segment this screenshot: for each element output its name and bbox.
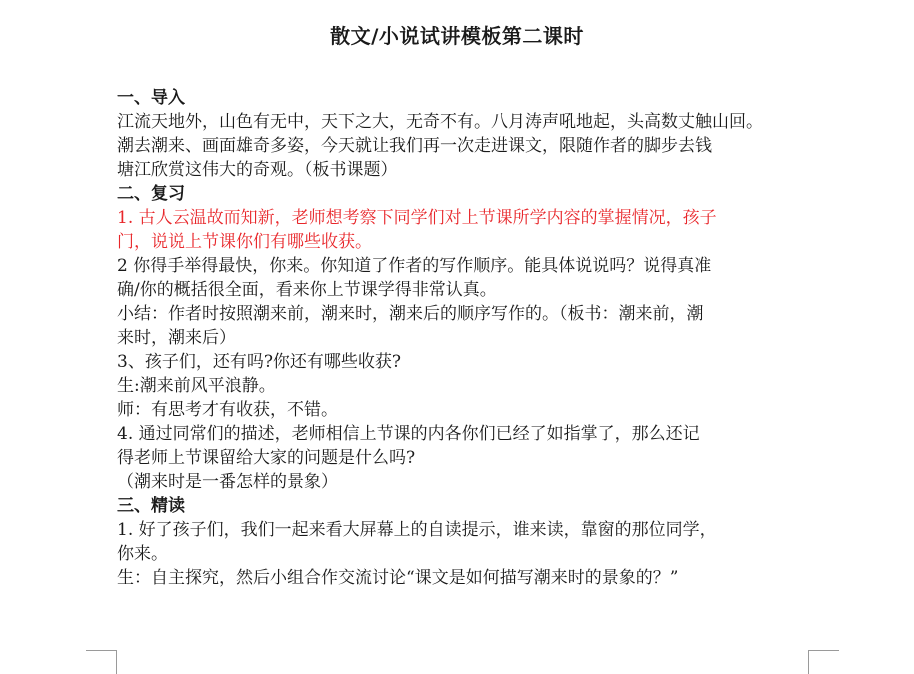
page-margin-corner-left: [86, 650, 117, 674]
document-body: [117, 86, 812, 590]
section-heading-close-reading: 三、精读: [117, 496, 185, 516]
paragraph-line: 得老师上节课留给大家的问题是什么吗?: [117, 448, 416, 468]
paragraph-line: 你来。: [117, 544, 168, 564]
paragraph-line: 江流天地外，山色有无中，天下之大，无奇不有。八月涛声吼地起，头高数丈触山回。: [117, 112, 763, 132]
page-margin-corner-right: [808, 650, 839, 674]
highlighted-line: 门，说说上节课你们有哪些收获。: [117, 232, 372, 252]
paragraph-line: （潮来时是一番怎样的景象）: [117, 472, 338, 492]
paragraph-line: 师：有思考才有收获，不错。: [117, 400, 338, 420]
paragraph-line: 来时，潮来后）: [117, 328, 236, 348]
paragraph-line: 4. 通过同常们的描述，老师相信上节课的内各你们已经了如指掌了，那么还记: [117, 424, 700, 444]
paragraph-line: 1. 好了孩子们，我们一起来看大屏幕上的自读提示，谁来读，靠窗的那位同学，: [117, 520, 717, 540]
highlighted-line: 1. 古人云温故而知新，老师想考察下同学们对上节课所学内容的掌握情况，孩子: [117, 208, 717, 228]
paragraph-line: 生:潮来前风平浪静。: [117, 376, 276, 396]
paragraph-line: 确/你的概括很全面，看来你上节课学得非常认真。: [117, 280, 497, 300]
section-heading-intro: 一、导入: [117, 88, 185, 108]
paragraph-line: 小结：作者时按照潮来前，潮来时，潮来后的顺序写作的。（板书：潮来前，潮: [117, 304, 704, 324]
paragraph-line: 生：自主探究，然后小组合作交流讨论“课文是如何描写潮来时的景象的？”: [117, 568, 679, 588]
paragraph-line: 2 你得手举得最快，你来。你知道了作者的写作顺序。能具体说说吗？说得真准: [117, 256, 712, 276]
paragraph-line: 3、孩子们，还有吗?你还有哪些收获?: [117, 352, 402, 372]
paragraph-line: 潮去潮来、画面雄奇多姿，今天就让我们再一次走进课文，限随作者的脚步去钱: [117, 136, 712, 156]
document-title: 散文/小说试讲模板第二课时: [330, 24, 584, 48]
section-heading-review: 二、复习: [117, 184, 185, 204]
paragraph-line: 塘江欣赏这伟大的奇观。（板书课题）: [117, 160, 398, 180]
